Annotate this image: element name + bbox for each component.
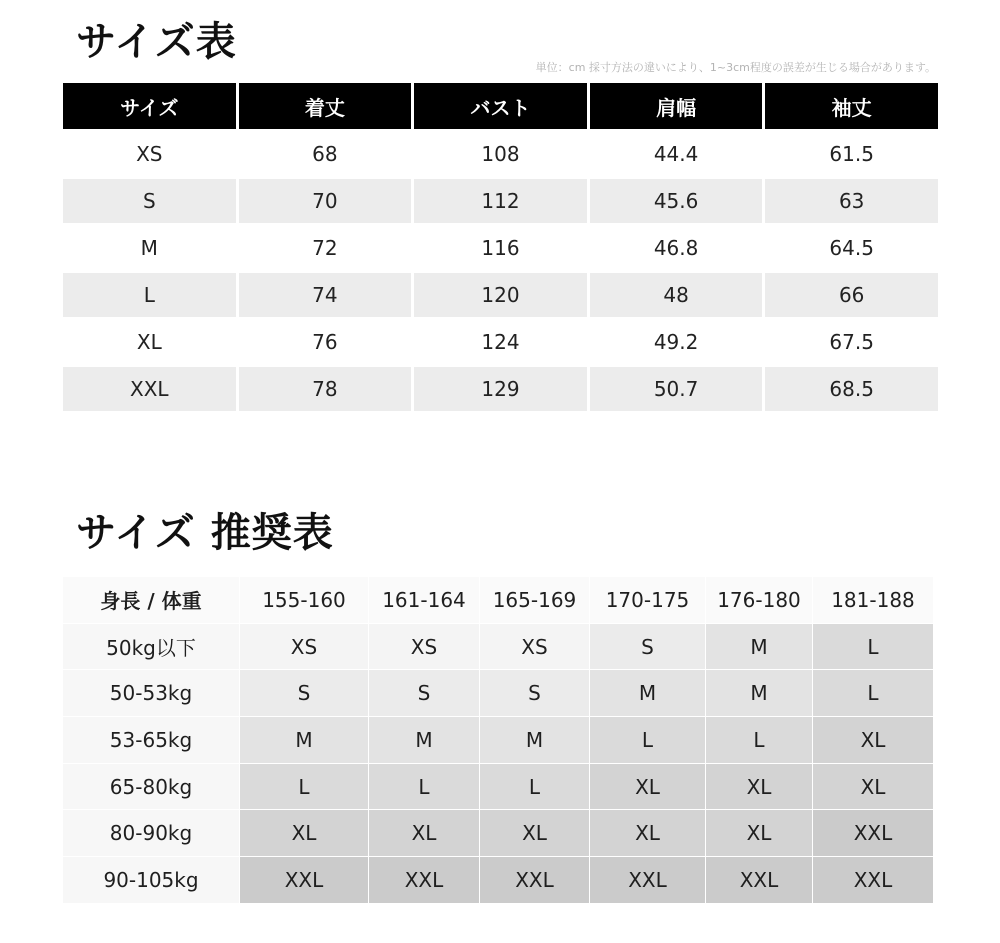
length-cell: 74 (239, 273, 412, 317)
shoulder-cell: 45.6 (590, 179, 763, 223)
shoulder-cell: 44.4 (653, 142, 699, 166)
corner-label: 身長 / 体重 (63, 577, 240, 624)
shoulder-cell: 50.7 (590, 367, 763, 411)
size-chart-title: サイズ表 (76, 19, 237, 65)
recommend-cell: XL (590, 810, 706, 857)
recommend-header-row (63, 577, 933, 624)
recommend-cell: L (813, 670, 933, 717)
recommend-cell: L (590, 717, 706, 764)
sleeve-cell: 64.5 (829, 236, 874, 260)
size-cell: XL (136, 330, 162, 354)
recommend-cell: L (813, 624, 933, 671)
sleeve-cell: 67.5 (829, 330, 874, 354)
length-cell: 78 (239, 367, 412, 411)
recommend-cell: XS (480, 624, 590, 671)
weight-label: 53-65kg (63, 717, 240, 764)
height-header: 181-188 (813, 577, 933, 624)
recommend-cell: L (480, 764, 590, 811)
table-row (63, 367, 938, 411)
recommend-cell: XXL (480, 857, 590, 904)
measurement-note: 単位：cm 採寸方法の違いにより、1~3cm程度の誤差が生じる場合があります。 (535, 61, 936, 74)
height-header: 155-160 (240, 577, 369, 624)
length-cell: 72 (312, 236, 338, 260)
table-row (63, 624, 933, 671)
bust-cell: 120 (414, 273, 587, 317)
shoulder-cell: 49.2 (653, 330, 699, 354)
header-shoulder: 肩幅 (590, 83, 763, 129)
table-row (63, 764, 933, 811)
recommend-cell: M (706, 670, 813, 717)
size-cell: S (63, 179, 236, 223)
height-header: 165-169 (480, 577, 590, 624)
recommend-cell: L (240, 764, 369, 811)
recommend-cell: S (240, 670, 369, 717)
recommend-cell: XL (706, 810, 813, 857)
sleeve-cell: 61.5 (829, 142, 874, 166)
recommend-cell: M (240, 717, 369, 764)
weight-label: 90-105kg (63, 857, 240, 904)
weight-label: 80-90kg (63, 810, 240, 857)
size-cell: XXL (63, 367, 236, 411)
length-cell: 76 (312, 330, 338, 354)
recommend-cell: M (706, 624, 813, 671)
height-header: 161-164 (369, 577, 480, 624)
recommend-cell: XL (369, 810, 480, 857)
size-chart-header-row (63, 83, 938, 129)
header-size: サイズ (63, 83, 236, 129)
recommend-cell: XS (240, 624, 369, 671)
recommend-cell: XL (480, 810, 590, 857)
recommend-cell: XXL (813, 810, 933, 857)
recommend-cell: XXL (590, 857, 706, 904)
header-bust: バスト (414, 83, 587, 129)
table-row (63, 857, 933, 904)
sleeve-cell: 68.5 (765, 367, 938, 411)
table-row (63, 320, 938, 364)
recommend-cell: XXL (706, 857, 813, 904)
table-row (63, 670, 933, 717)
bust-cell: 108 (481, 142, 520, 166)
length-cell: 68 (312, 142, 338, 166)
weight-label: 50kg以下 (63, 624, 240, 671)
shoulder-cell: 46.8 (653, 236, 699, 260)
bust-cell: 116 (481, 236, 520, 260)
recommend-cell: S (590, 624, 706, 671)
recommend-cell: XL (813, 717, 933, 764)
recommend-cell: L (369, 764, 480, 811)
recommend-cell: XL (813, 764, 933, 811)
recommend-cell: M (480, 717, 590, 764)
recommend-cell: S (369, 670, 480, 717)
size-cell: XS (136, 142, 163, 166)
sleeve-cell: 66 (765, 273, 938, 317)
recommend-cell: XXL (813, 857, 933, 904)
size-chart-table (63, 83, 938, 414)
size-cell: L (63, 273, 236, 317)
recommend-cell: M (369, 717, 480, 764)
recommend-cell: S (480, 670, 590, 717)
table-row (63, 717, 933, 764)
bust-cell: 124 (481, 330, 520, 354)
shoulder-cell: 48 (590, 273, 763, 317)
bust-cell: 112 (414, 179, 587, 223)
length-cell: 70 (239, 179, 412, 223)
recommend-cell: L (706, 717, 813, 764)
table-row (63, 810, 933, 857)
recommend-chart-table (63, 577, 933, 904)
header-length: 着丈 (239, 83, 412, 129)
table-row (63, 273, 938, 317)
size-cell: M (140, 236, 158, 260)
recommend-cell: XL (706, 764, 813, 811)
weight-label: 50-53kg (63, 670, 240, 717)
height-header: 170-175 (590, 577, 706, 624)
recommend-cell: XXL (240, 857, 369, 904)
recommend-cell: XL (590, 764, 706, 811)
table-row (63, 179, 938, 223)
recommend-chart-title: サイズ 推奨表 (76, 510, 334, 556)
height-header: 176-180 (706, 577, 813, 624)
bust-cell: 129 (414, 367, 587, 411)
table-row (63, 226, 938, 270)
recommend-cell: XS (369, 624, 480, 671)
sleeve-cell: 63 (765, 179, 938, 223)
recommend-cell: M (590, 670, 706, 717)
weight-label: 65-80kg (63, 764, 240, 811)
recommend-cell: XL (240, 810, 369, 857)
table-row (63, 132, 938, 176)
recommend-cell: XXL (369, 857, 480, 904)
header-sleeve: 袖丈 (765, 83, 938, 129)
